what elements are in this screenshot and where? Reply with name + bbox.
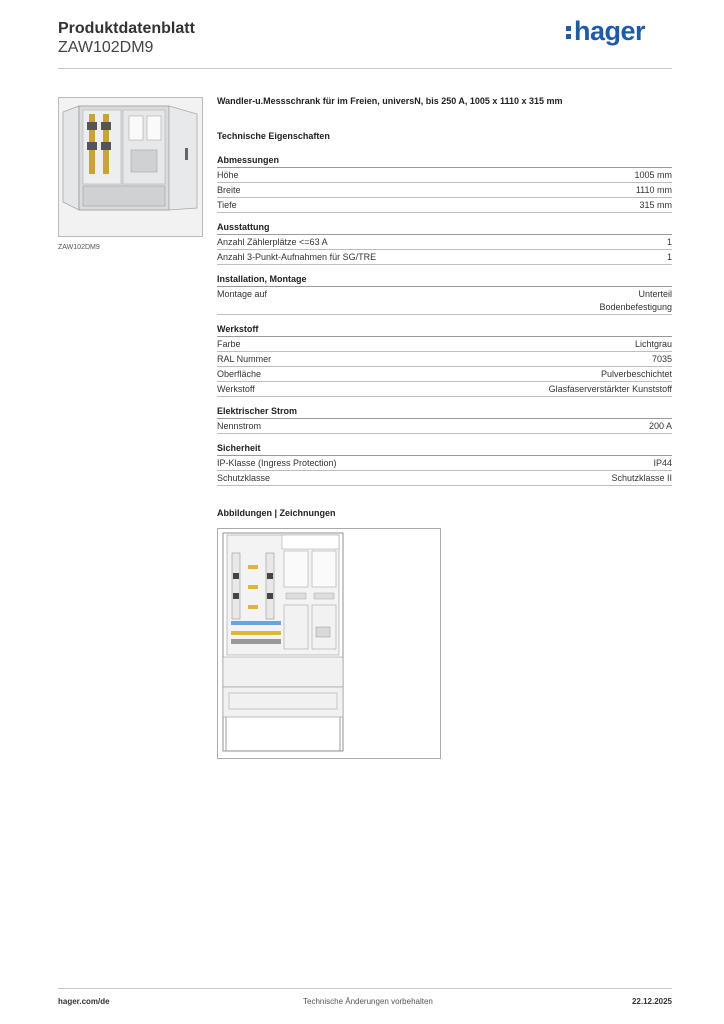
property-label: Höhe — [217, 170, 239, 180]
property-label: Farbe — [217, 339, 241, 349]
section-heading: Werkstoff — [217, 323, 672, 337]
section-1 — [217, 221, 672, 265]
technical-properties-heading: Technische Eigenschaften — [217, 131, 330, 141]
property-value: 7035 — [651, 354, 672, 364]
property-row — [217, 235, 672, 250]
property-row — [217, 250, 672, 265]
property-value: 200 A — [648, 421, 672, 431]
drawings-heading: Abbildungen | Zeichnungen — [217, 508, 336, 518]
property-label: Anzahl Zählerplätze <=63 A — [217, 237, 328, 247]
property-value: 1 — [666, 237, 672, 247]
property-label: Schutzklasse — [217, 473, 271, 483]
footer-divider — [58, 988, 672, 989]
property-row — [217, 382, 672, 397]
section-heading: Sicherheit — [217, 442, 672, 456]
property-value: Pulverbeschichtet — [600, 369, 672, 379]
property-value: 1005 mm — [634, 170, 672, 180]
photo-caption: ZAW102DM9 — [58, 244, 100, 251]
property-row — [217, 367, 672, 382]
header-divider — [58, 68, 672, 69]
page-title: Produktdatenblatt — [58, 20, 195, 37]
cabinet-photo-illustration — [59, 98, 202, 236]
property-value: 1110 mm — [635, 185, 672, 195]
property-value: Lichtgrau — [634, 339, 672, 349]
property-label: Anzahl 3-Punkt-Aufnahmen für SG/TRE — [217, 252, 377, 262]
property-label: Tiefe — [217, 200, 237, 210]
article-number: ZAW102DM9 — [58, 39, 154, 56]
property-value: Schutzklasse II — [611, 473, 672, 483]
property-label: Werkstoff — [217, 384, 255, 394]
product-description: Wandler-u.Messschrank für im Freien, universN, bis 250 A, 1005 x 1110 x 315 mm — [217, 96, 563, 106]
property-label: Oberfläche — [217, 369, 262, 379]
property-value: 1 — [666, 252, 672, 262]
property-row — [217, 183, 672, 198]
property-label: Montage auf — [217, 289, 268, 299]
property-value-line: Unterteil — [638, 289, 672, 299]
property-row — [217, 419, 672, 434]
property-row — [217, 337, 672, 352]
property-label: RAL Nummer — [217, 354, 272, 364]
property-row — [217, 352, 672, 367]
section-3 — [217, 323, 672, 397]
section-4 — [217, 405, 672, 434]
footer-website[interactable]: hager.com/de — [58, 997, 110, 1006]
section-heading: Elektrischer Strom — [217, 405, 672, 419]
product-details — [217, 95, 672, 494]
section-0 — [217, 154, 672, 213]
property-label: Nennstrom — [217, 421, 262, 431]
property-row — [217, 168, 672, 183]
property-row — [217, 198, 672, 213]
property-value — [599, 288, 672, 314]
property-value-line: Bodenbefestigung — [599, 302, 672, 312]
logo-text: hager — [574, 16, 646, 46]
property-label: Breite — [217, 185, 241, 195]
footer-date: 22.12.2025 — [631, 997, 672, 1006]
cabinet-drawing-illustration — [218, 529, 440, 758]
property-value: IP44 — [653, 458, 672, 468]
section-5 — [217, 442, 672, 486]
property-row — [217, 456, 672, 471]
section-heading: Abmessungen — [217, 154, 672, 168]
hager-logo — [566, 16, 645, 47]
product-photo — [58, 97, 203, 237]
property-label: IP-Klasse (Ingress Protection) — [217, 458, 337, 468]
property-row — [217, 287, 672, 315]
property-row — [217, 471, 672, 486]
property-value: Glasfaserverstärkter Kunststoff — [548, 384, 672, 394]
section-heading: Ausstattung — [217, 221, 672, 235]
properties-sections — [217, 154, 672, 486]
property-value: 315 mm — [639, 200, 672, 210]
footer-disclaimer: Technische Änderungen vorbehalten — [303, 997, 433, 1006]
logo-dots-icon — [566, 23, 572, 42]
technical-drawing — [217, 528, 441, 759]
section-2 — [217, 273, 672, 315]
section-heading: Installation, Montage — [217, 273, 672, 287]
